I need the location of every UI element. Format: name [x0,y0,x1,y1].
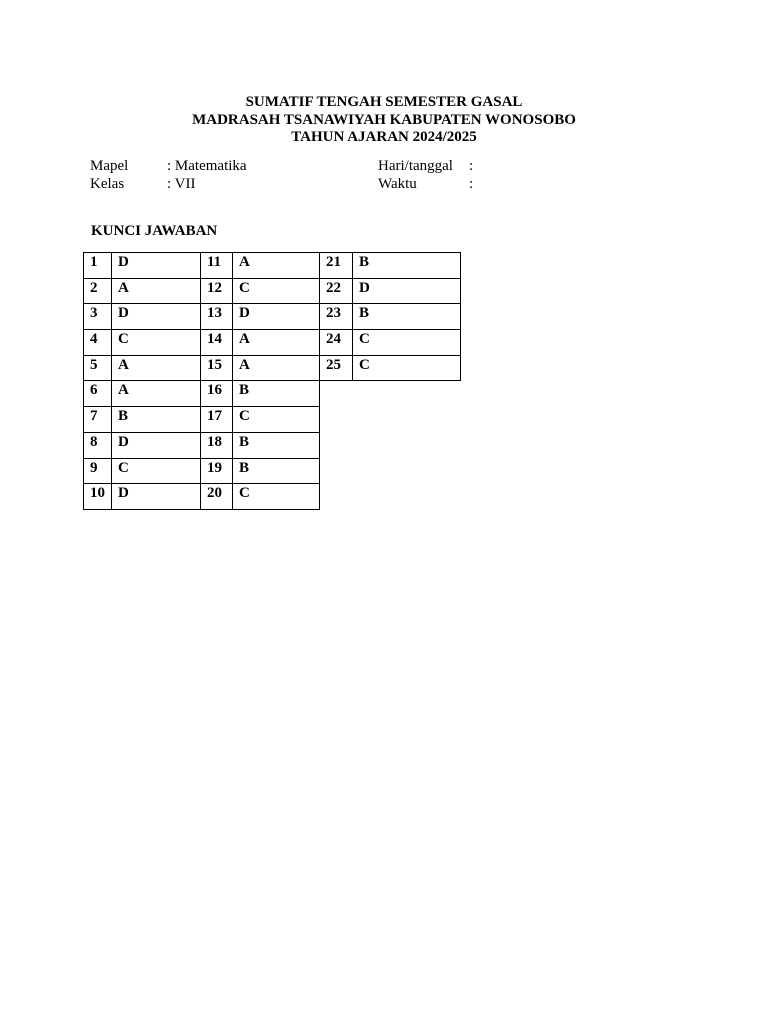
question-number: 18 [201,432,233,458]
question-number: 5 [84,355,112,381]
answer-key: B [353,304,461,330]
answer-key: A [233,253,320,279]
empty-cell [353,381,461,407]
answer-key: C [353,330,461,356]
question-number: 4 [84,330,112,356]
question-number: 12 [201,278,233,304]
question-number: 2 [84,278,112,304]
question-number: 9 [84,458,112,484]
question-number: 25 [320,355,353,381]
answer-key: C [233,278,320,304]
empty-cell [353,484,461,510]
empty-cell [320,458,353,484]
answer-key: B [112,407,201,433]
table-row [84,355,461,381]
answer-key: C [233,484,320,510]
question-number: 8 [84,432,112,458]
answer-key: D [112,304,201,330]
table-row [84,304,461,330]
answer-key: B [353,253,461,279]
empty-cell [320,432,353,458]
section-title: KUNCI JAWABAN [91,223,218,239]
waktu-label: Waktu [378,176,417,192]
answer-key: D [112,253,201,279]
table-row [84,407,461,433]
question-number: 3 [84,304,112,330]
answer-key: B [233,458,320,484]
question-number: 20 [201,484,233,510]
header-title: SUMATIF TENGAH SEMESTER GASAL [245,94,523,110]
table-row [84,330,461,356]
question-number: 1 [84,253,112,279]
answer-key: A [112,381,201,407]
answer-key: A [233,355,320,381]
question-number: 23 [320,304,353,330]
kelas-label: Kelas [90,176,125,192]
table-row [84,458,461,484]
answer-key: C [112,330,201,356]
info-row-2 [90,175,690,193]
answer-key: D [353,278,461,304]
answer-key: D [233,304,320,330]
question-number: 10 [84,484,112,510]
answer-key: D [112,432,201,458]
table-row [84,381,461,407]
document-header [0,94,768,147]
question-number: 19 [201,458,233,484]
hari-value: : [469,158,474,174]
header-school: MADRASAH TSANAWIYAH KABUPATEN WONOSOBO [192,111,576,128]
kelas-value: : VII [167,176,196,192]
empty-cell [353,432,461,458]
info-row-1 [90,157,690,175]
answer-key: C [112,458,201,484]
empty-cell [353,407,461,433]
table-row [84,484,461,510]
answer-key: A [112,355,201,381]
answer-key: C [233,407,320,433]
question-number: 6 [84,381,112,407]
answer-key: A [112,278,201,304]
answer-key: D [112,484,201,510]
empty-cell [320,407,353,433]
header-year: TAHUN AJARAN 2024/2025 [291,129,477,145]
question-number: 21 [320,253,353,279]
mapel-label: Mapel [90,158,129,174]
table-row [84,278,461,304]
question-number: 7 [84,407,112,433]
question-number: 13 [201,304,233,330]
empty-cell [320,484,353,510]
answer-key: A [233,330,320,356]
empty-cell [320,381,353,407]
question-number: 17 [201,407,233,433]
question-number: 24 [320,330,353,356]
table-row [84,253,461,279]
question-number: 11 [201,253,233,279]
table-row [84,432,461,458]
waktu-value: : [469,176,474,192]
question-number: 15 [201,355,233,381]
question-number: 16 [201,381,233,407]
mapel-value: : Matematika [167,158,247,174]
empty-cell [353,458,461,484]
answer-key: B [233,381,320,407]
question-number: 14 [201,330,233,356]
hari-label: Hari/tanggal [378,158,453,174]
answer-key-table [83,252,461,510]
answer-key: C [353,355,461,381]
question-number: 22 [320,278,353,304]
answer-key: B [233,432,320,458]
